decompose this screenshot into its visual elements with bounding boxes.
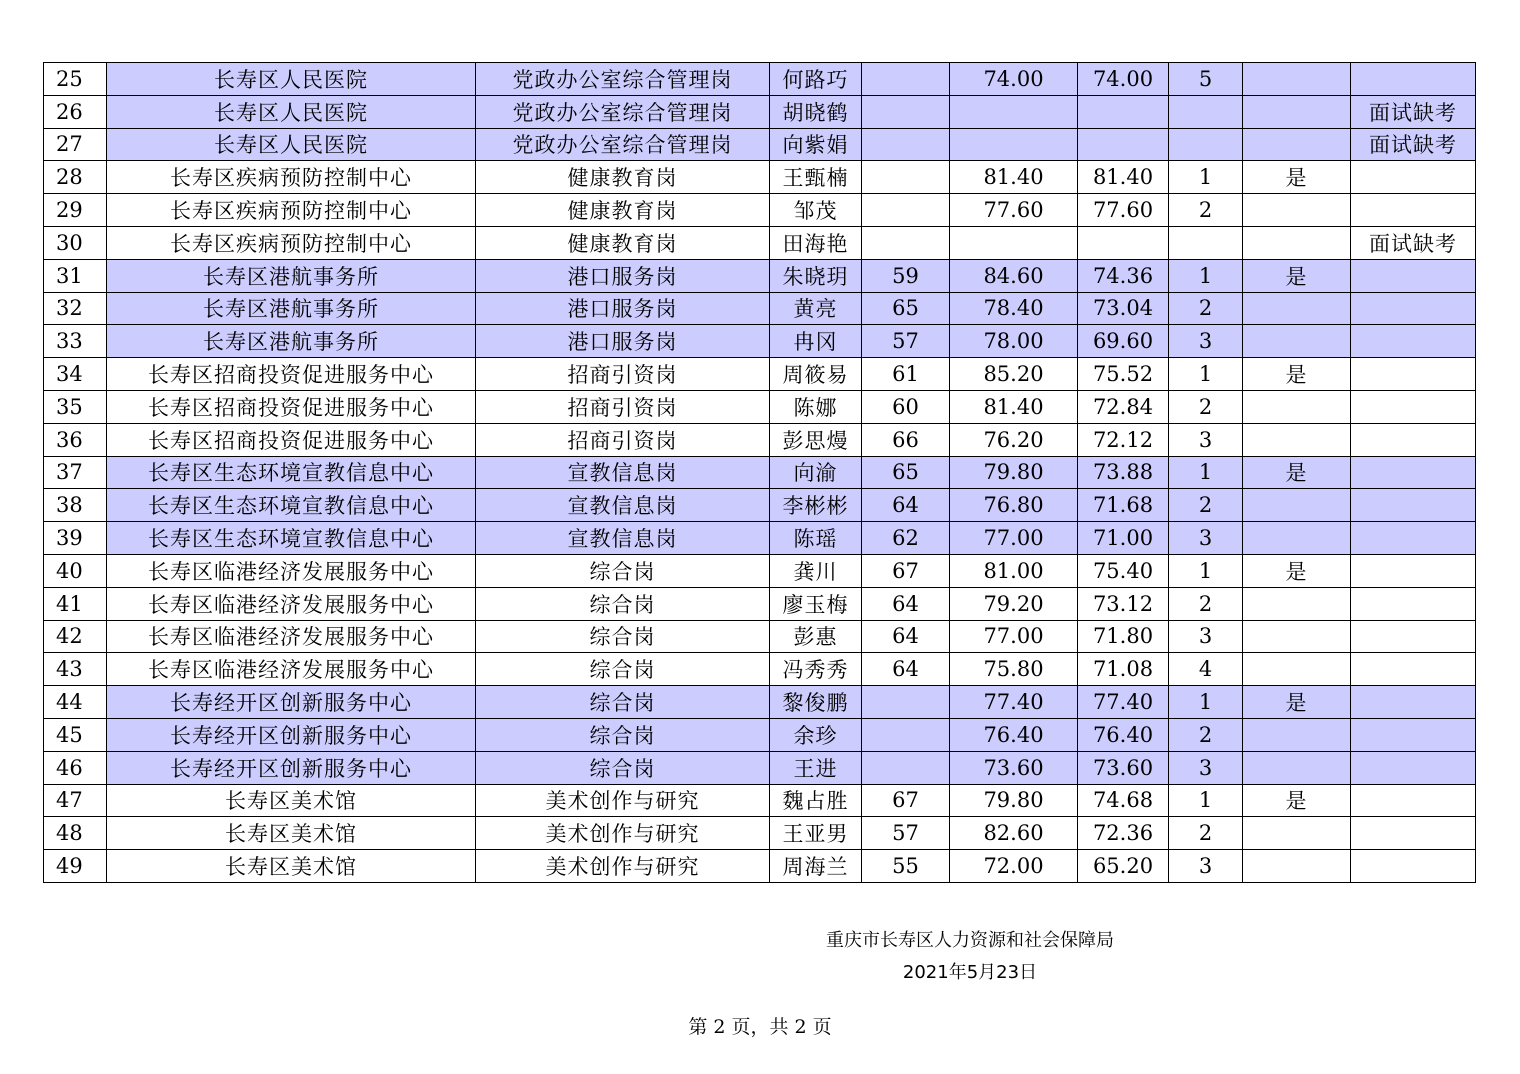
- rank-cell: 5: [1169, 63, 1243, 96]
- written-score-cell: 61: [862, 358, 950, 391]
- row-index: 48: [44, 817, 107, 850]
- interview-score-cell: 84.60: [950, 259, 1078, 292]
- candidate-name-cell: 龚川: [770, 554, 862, 587]
- written-score-cell: [862, 718, 950, 751]
- position-cell: 港口服务岗: [476, 292, 770, 325]
- candidate-name-cell: 何路巧: [770, 63, 862, 96]
- row-index: 47: [44, 784, 107, 817]
- employer-cell: 长寿区招商投资促进服务中心: [107, 423, 476, 456]
- note-cell: [1351, 587, 1476, 620]
- candidate-name-cell: 彭思熳: [770, 423, 862, 456]
- row-index: 36: [44, 423, 107, 456]
- employer-cell: 长寿区人民医院: [107, 95, 476, 128]
- candidate-name-cell: 冯秀秀: [770, 653, 862, 686]
- position-cell: 健康教育岗: [476, 226, 770, 259]
- interview-score-cell: 77.60: [950, 194, 1078, 227]
- employer-cell: 长寿区港航事务所: [107, 292, 476, 325]
- position-cell: 招商引资岗: [476, 423, 770, 456]
- table-row: [44, 161, 1476, 194]
- selected-cell: 是: [1243, 554, 1351, 587]
- employer-cell: 长寿区招商投资促进服务中心: [107, 390, 476, 423]
- written-score-cell: 60: [862, 390, 950, 423]
- position-cell: 综合岗: [476, 653, 770, 686]
- written-score-cell: 57: [862, 325, 950, 358]
- total-score-cell: 75.52: [1078, 358, 1169, 391]
- candidate-name-cell: 邹茂: [770, 194, 862, 227]
- candidate-name-cell: 朱晓玥: [770, 259, 862, 292]
- total-score-cell: 72.36: [1078, 817, 1169, 850]
- table-row: [44, 456, 1476, 489]
- note-cell: [1351, 653, 1476, 686]
- position-cell: 美术创作与研究: [476, 850, 770, 883]
- employer-cell: 长寿区港航事务所: [107, 259, 476, 292]
- row-index: 38: [44, 489, 107, 522]
- written-score-cell: 64: [862, 620, 950, 653]
- selected-cell: [1243, 325, 1351, 358]
- rank-cell: 2: [1169, 817, 1243, 850]
- employer-cell: 长寿区疾病预防控制中心: [107, 226, 476, 259]
- table-row: [44, 850, 1476, 883]
- written-score-cell: 62: [862, 522, 950, 555]
- table-row: [44, 784, 1476, 817]
- employer-cell: 长寿区临港经济发展服务中心: [107, 554, 476, 587]
- note-cell: 面试缺考: [1351, 95, 1476, 128]
- note-cell: [1351, 686, 1476, 719]
- table-row: [44, 620, 1476, 653]
- written-score-cell: 67: [862, 784, 950, 817]
- row-index: 45: [44, 718, 107, 751]
- row-index: 31: [44, 259, 107, 292]
- table-row: [44, 587, 1476, 620]
- total-score-cell: 71.68: [1078, 489, 1169, 522]
- position-cell: 招商引资岗: [476, 358, 770, 391]
- rank-cell: 3: [1169, 751, 1243, 784]
- rank-cell: [1169, 95, 1243, 128]
- employer-cell: 长寿区人民医院: [107, 128, 476, 161]
- selected-cell: [1243, 817, 1351, 850]
- interview-score-cell: 73.60: [950, 751, 1078, 784]
- interview-score-cell: 76.40: [950, 718, 1078, 751]
- total-score-cell: 73.04: [1078, 292, 1169, 325]
- rank-cell: 2: [1169, 292, 1243, 325]
- rank-cell: 3: [1169, 325, 1243, 358]
- written-score-cell: [862, 226, 950, 259]
- employer-cell: 长寿经开区创新服务中心: [107, 751, 476, 784]
- employer-cell: 长寿区临港经济发展服务中心: [107, 653, 476, 686]
- table-row: [44, 390, 1476, 423]
- total-score-cell: 71.08: [1078, 653, 1169, 686]
- candidate-name-cell: 黎俊鹏: [770, 686, 862, 719]
- selected-cell: 是: [1243, 259, 1351, 292]
- written-score-cell: [862, 95, 950, 128]
- selected-cell: [1243, 194, 1351, 227]
- issuing-organization: 重庆市长寿区人力资源和社会保障局: [826, 930, 1114, 951]
- written-score-cell: 55: [862, 850, 950, 883]
- selected-cell: [1243, 653, 1351, 686]
- position-cell: 港口服务岗: [476, 325, 770, 358]
- total-score-cell: [1078, 128, 1169, 161]
- written-score-cell: [862, 751, 950, 784]
- candidate-name-cell: 周筱易: [770, 358, 862, 391]
- position-cell: 健康教育岗: [476, 161, 770, 194]
- row-index: 33: [44, 325, 107, 358]
- total-score-cell: 76.40: [1078, 718, 1169, 751]
- written-score-cell: [862, 194, 950, 227]
- written-score-cell: [862, 161, 950, 194]
- position-cell: 党政办公室综合管理岗: [476, 95, 770, 128]
- total-score-cell: 73.60: [1078, 751, 1169, 784]
- written-score-cell: [862, 686, 950, 719]
- position-cell: 港口服务岗: [476, 259, 770, 292]
- row-index: 43: [44, 653, 107, 686]
- position-cell: 综合岗: [476, 554, 770, 587]
- interview-score-cell: 78.00: [950, 325, 1078, 358]
- total-score-cell: 72.12: [1078, 423, 1169, 456]
- position-cell: 综合岗: [476, 686, 770, 719]
- candidate-name-cell: 王亚男: [770, 817, 862, 850]
- selected-cell: [1243, 751, 1351, 784]
- table-row: [44, 358, 1476, 391]
- note-cell: [1351, 325, 1476, 358]
- row-index: 49: [44, 850, 107, 883]
- selected-cell: [1243, 292, 1351, 325]
- employer-cell: 长寿区疾病预防控制中心: [107, 194, 476, 227]
- interview-score-cell: 85.20: [950, 358, 1078, 391]
- page-number: 第 2 页，共 2 页: [688, 1016, 832, 1038]
- selected-cell: [1243, 95, 1351, 128]
- interview-score-cell: 79.80: [950, 784, 1078, 817]
- employer-cell: 长寿区生态环境宣教信息中心: [107, 522, 476, 555]
- position-cell: 宣教信息岗: [476, 489, 770, 522]
- row-index: 32: [44, 292, 107, 325]
- employer-cell: 长寿区人民医院: [107, 63, 476, 96]
- table-row: [44, 817, 1476, 850]
- position-cell: 综合岗: [476, 620, 770, 653]
- written-score-cell: [862, 63, 950, 96]
- candidate-name-cell: 胡晓鹤: [770, 95, 862, 128]
- rank-cell: 2: [1169, 390, 1243, 423]
- row-index: 44: [44, 686, 107, 719]
- total-score-cell: 74.68: [1078, 784, 1169, 817]
- note-cell: [1351, 751, 1476, 784]
- rank-cell: 3: [1169, 620, 1243, 653]
- employer-cell: 长寿区美术馆: [107, 784, 476, 817]
- total-score-cell: 77.40: [1078, 686, 1169, 719]
- interview-score-cell: [950, 128, 1078, 161]
- interview-score-cell: 79.20: [950, 587, 1078, 620]
- rank-cell: 2: [1169, 489, 1243, 522]
- employer-cell: 长寿区生态环境宣教信息中心: [107, 489, 476, 522]
- row-index: 37: [44, 456, 107, 489]
- total-score-cell: 65.20: [1078, 850, 1169, 883]
- interview-score-cell: 81.00: [950, 554, 1078, 587]
- written-score-cell: 64: [862, 653, 950, 686]
- note-cell: [1351, 456, 1476, 489]
- note-cell: [1351, 522, 1476, 555]
- total-score-cell: 77.60: [1078, 194, 1169, 227]
- table-row: [44, 325, 1476, 358]
- rank-cell: 2: [1169, 194, 1243, 227]
- candidate-name-cell: 彭惠: [770, 620, 862, 653]
- written-score-cell: 67: [862, 554, 950, 587]
- total-score-cell: 72.84: [1078, 390, 1169, 423]
- note-cell: [1351, 292, 1476, 325]
- row-index: 39: [44, 522, 107, 555]
- row-index: 35: [44, 390, 107, 423]
- selected-cell: [1243, 128, 1351, 161]
- interview-score-cell: 75.80: [950, 653, 1078, 686]
- interview-score-cell: 74.00: [950, 63, 1078, 96]
- selected-cell: [1243, 587, 1351, 620]
- selected-cell: 是: [1243, 686, 1351, 719]
- table-row: [44, 522, 1476, 555]
- candidate-name-cell: 陈娜: [770, 390, 862, 423]
- results-table: [43, 62, 1476, 883]
- candidate-name-cell: 向紫娟: [770, 128, 862, 161]
- note-cell: [1351, 784, 1476, 817]
- table-row: [44, 95, 1476, 128]
- selected-cell: 是: [1243, 456, 1351, 489]
- selected-cell: [1243, 63, 1351, 96]
- position-cell: 健康教育岗: [476, 194, 770, 227]
- rank-cell: 3: [1169, 522, 1243, 555]
- rank-cell: [1169, 226, 1243, 259]
- selected-cell: 是: [1243, 358, 1351, 391]
- written-score-cell: 64: [862, 587, 950, 620]
- rank-cell: 1: [1169, 456, 1243, 489]
- row-index: 26: [44, 95, 107, 128]
- row-index: 29: [44, 194, 107, 227]
- row-index: 34: [44, 358, 107, 391]
- row-index: 46: [44, 751, 107, 784]
- employer-cell: 长寿经开区创新服务中心: [107, 686, 476, 719]
- note-cell: [1351, 161, 1476, 194]
- position-cell: 宣教信息岗: [476, 522, 770, 555]
- rank-cell: 1: [1169, 161, 1243, 194]
- rank-cell: 1: [1169, 686, 1243, 719]
- rank-cell: 1: [1169, 259, 1243, 292]
- interview-score-cell: 78.40: [950, 292, 1078, 325]
- employer-cell: 长寿区美术馆: [107, 817, 476, 850]
- candidate-name-cell: 李彬彬: [770, 489, 862, 522]
- note-cell: [1351, 358, 1476, 391]
- employer-cell: 长寿区生态环境宣教信息中心: [107, 456, 476, 489]
- position-cell: 美术创作与研究: [476, 784, 770, 817]
- interview-score-cell: 76.80: [950, 489, 1078, 522]
- rank-cell: 2: [1169, 718, 1243, 751]
- table-row: [44, 653, 1476, 686]
- interview-score-cell: [950, 95, 1078, 128]
- candidate-name-cell: 廖玉梅: [770, 587, 862, 620]
- total-score-cell: 71.00: [1078, 522, 1169, 555]
- position-cell: 党政办公室综合管理岗: [476, 128, 770, 161]
- note-cell: [1351, 620, 1476, 653]
- candidate-name-cell: 王进: [770, 751, 862, 784]
- selected-cell: [1243, 390, 1351, 423]
- note-cell: 面试缺考: [1351, 226, 1476, 259]
- written-score-cell: 65: [862, 456, 950, 489]
- rank-cell: 3: [1169, 423, 1243, 456]
- total-score-cell: 74.00: [1078, 63, 1169, 96]
- position-cell: 招商引资岗: [476, 390, 770, 423]
- written-score-cell: 65: [862, 292, 950, 325]
- rank-cell: 4: [1169, 653, 1243, 686]
- written-score-cell: [862, 128, 950, 161]
- candidate-name-cell: 周海兰: [770, 850, 862, 883]
- total-score-cell: 74.36: [1078, 259, 1169, 292]
- selected-cell: 是: [1243, 784, 1351, 817]
- note-cell: [1351, 554, 1476, 587]
- selected-cell: [1243, 522, 1351, 555]
- interview-score-cell: 79.80: [950, 456, 1078, 489]
- written-score-cell: 66: [862, 423, 950, 456]
- total-score-cell: [1078, 226, 1169, 259]
- employer-cell: 长寿区临港经济发展服务中心: [107, 620, 476, 653]
- candidate-name-cell: 冉冈: [770, 325, 862, 358]
- interview-score-cell: 77.00: [950, 522, 1078, 555]
- row-index: 28: [44, 161, 107, 194]
- table-row: [44, 63, 1476, 96]
- candidate-name-cell: 王甄楠: [770, 161, 862, 194]
- table-body: [44, 63, 1476, 883]
- table-row: [44, 259, 1476, 292]
- rank-cell: 1: [1169, 358, 1243, 391]
- row-index: 42: [44, 620, 107, 653]
- interview-score-cell: 72.00: [950, 850, 1078, 883]
- row-index: 25: [44, 63, 107, 96]
- interview-score-cell: 76.20: [950, 423, 1078, 456]
- note-cell: [1351, 423, 1476, 456]
- interview-score-cell: 77.40: [950, 686, 1078, 719]
- total-score-cell: 81.40: [1078, 161, 1169, 194]
- note-cell: [1351, 390, 1476, 423]
- total-score-cell: 71.80: [1078, 620, 1169, 653]
- rank-cell: [1169, 128, 1243, 161]
- rank-cell: 2: [1169, 587, 1243, 620]
- row-index: 40: [44, 554, 107, 587]
- table-row: [44, 554, 1476, 587]
- position-cell: 美术创作与研究: [476, 817, 770, 850]
- note-cell: [1351, 817, 1476, 850]
- note-cell: [1351, 194, 1476, 227]
- position-cell: 综合岗: [476, 751, 770, 784]
- position-cell: 综合岗: [476, 718, 770, 751]
- candidate-name-cell: 余珍: [770, 718, 862, 751]
- note-cell: 面试缺考: [1351, 128, 1476, 161]
- rank-cell: 1: [1169, 784, 1243, 817]
- interview-score-cell: 81.40: [950, 161, 1078, 194]
- total-score-cell: 73.12: [1078, 587, 1169, 620]
- written-score-cell: 59: [862, 259, 950, 292]
- table-row: [44, 128, 1476, 161]
- total-score-cell: 73.88: [1078, 456, 1169, 489]
- total-score-cell: 69.60: [1078, 325, 1169, 358]
- note-cell: [1351, 259, 1476, 292]
- candidate-name-cell: 田海艳: [770, 226, 862, 259]
- note-cell: [1351, 63, 1476, 96]
- table-row: [44, 489, 1476, 522]
- row-index: 41: [44, 587, 107, 620]
- selected-cell: [1243, 718, 1351, 751]
- candidate-name-cell: 魏占胜: [770, 784, 862, 817]
- candidate-name-cell: 向渝: [770, 456, 862, 489]
- candidate-name-cell: 黄亮: [770, 292, 862, 325]
- rank-cell: 1: [1169, 554, 1243, 587]
- selected-cell: [1243, 620, 1351, 653]
- written-score-cell: 64: [862, 489, 950, 522]
- rank-cell: 3: [1169, 850, 1243, 883]
- selected-cell: [1243, 226, 1351, 259]
- total-score-cell: 75.40: [1078, 554, 1169, 587]
- candidate-name-cell: 陈瑶: [770, 522, 862, 555]
- table-row: [44, 226, 1476, 259]
- issue-date: 2021年5月23日: [902, 962, 1038, 983]
- employer-cell: 长寿区招商投资促进服务中心: [107, 358, 476, 391]
- table-row: [44, 292, 1476, 325]
- employer-cell: 长寿区港航事务所: [107, 325, 476, 358]
- written-score-cell: 57: [862, 817, 950, 850]
- selected-cell: [1243, 489, 1351, 522]
- selected-cell: [1243, 423, 1351, 456]
- table-row: [44, 686, 1476, 719]
- note-cell: [1351, 718, 1476, 751]
- position-cell: 综合岗: [476, 587, 770, 620]
- selected-cell: 是: [1243, 161, 1351, 194]
- total-score-cell: [1078, 95, 1169, 128]
- position-cell: 宣教信息岗: [476, 456, 770, 489]
- note-cell: [1351, 489, 1476, 522]
- interview-score-cell: 82.60: [950, 817, 1078, 850]
- table-row: [44, 423, 1476, 456]
- interview-score-cell: [950, 226, 1078, 259]
- note-cell: [1351, 850, 1476, 883]
- row-index: 30: [44, 226, 107, 259]
- employer-cell: 长寿区疾病预防控制中心: [107, 161, 476, 194]
- row-index: 27: [44, 128, 107, 161]
- selected-cell: [1243, 850, 1351, 883]
- interview-score-cell: 81.40: [950, 390, 1078, 423]
- employer-cell: 长寿经开区创新服务中心: [107, 718, 476, 751]
- position-cell: 党政办公室综合管理岗: [476, 63, 770, 96]
- employer-cell: 长寿区临港经济发展服务中心: [107, 587, 476, 620]
- employer-cell: 长寿区美术馆: [107, 850, 476, 883]
- interview-score-cell: 77.00: [950, 620, 1078, 653]
- table-row: [44, 751, 1476, 784]
- table-row: [44, 718, 1476, 751]
- table-row: [44, 194, 1476, 227]
